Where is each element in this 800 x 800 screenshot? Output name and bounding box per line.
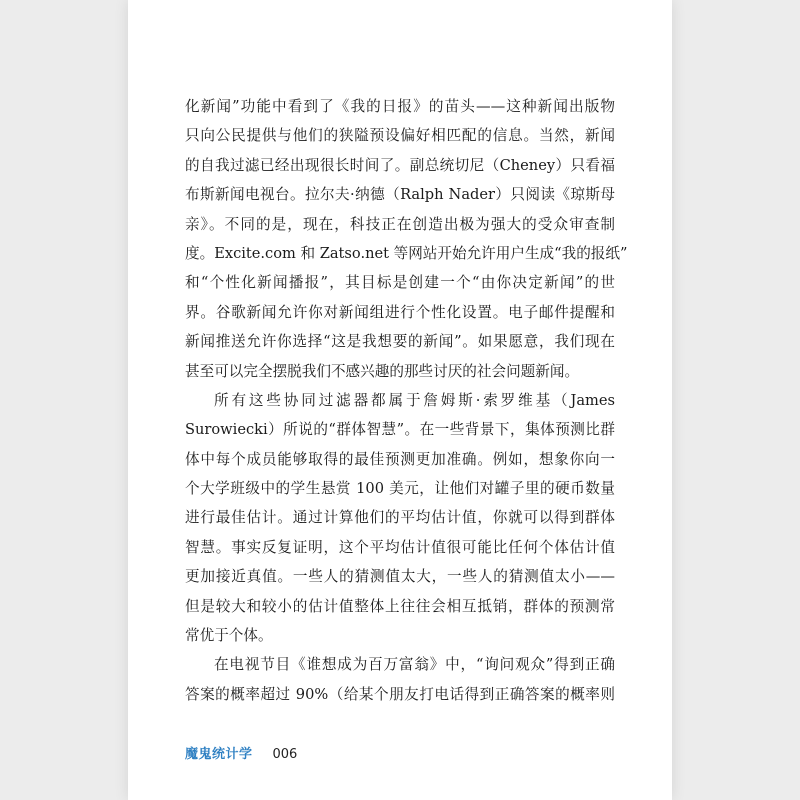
body-text <box>185 92 628 709</box>
text-line: 化新闻”功能中看到了《我的日报》的苗头——这种新闻出版物 <box>185 98 615 115</box>
text-line: 甚至可以完全摆脱我们不感兴趣的那些讨厌的社会问题新闻。 <box>185 362 580 380</box>
paragraph-first-line: 所有这些协同过滤器都属于詹姆斯·索罗维基（James <box>214 391 615 409</box>
text-line: 只向公民提供与他们的狭隘预设偏好相匹配的信息。当然，新闻 <box>185 127 615 145</box>
book-page <box>128 0 672 800</box>
text-line: 亲》。不同的是，现在，科技正在创造出极为强大的受众审查制 <box>185 215 615 233</box>
text-line: 度。Excite.com 和 Zatso.net 等网站开始允许用户生成“我的报纸” <box>185 244 628 262</box>
running-book-title: 魔鬼统计学 <box>185 747 253 762</box>
page-footer <box>185 744 297 764</box>
text-line: 答案的概率超过 90%（给某个朋友打电话得到正确答案的概率则 <box>185 685 615 703</box>
text-line: 界。谷歌新闻允许你对新闻组进行个性化设置。电子邮件提醒和 <box>185 303 615 321</box>
text-line: 个大学班级中的学生悬赏 100 美元，让他们对罐子里的硬币数量 <box>185 480 615 498</box>
text-line: 的自我过滤已经出现很长时间了。副总统切尼（Cheney）只看福 <box>185 156 615 174</box>
text-line: 和“个性化新闻播报”，其目标是创建一个“由你决定新闻”的世 <box>185 274 615 292</box>
page-number: 006 <box>272 747 298 762</box>
text-line: 布斯新闻电视台。拉尔夫·纳德（Ralph Nader）只阅读《琼斯母 <box>185 186 615 204</box>
text-line: 更加接近真值。一些人的猜测值太大，一些人的猜测值太小—— <box>185 568 615 586</box>
text-line: 新闻推送允许你选择“这是我想要的新闻”。如果愿意，我们现在 <box>185 333 615 351</box>
paragraph-first-line: 在电视节目《谁想成为百万富翁》中，“询问观众”得到正确 <box>214 656 615 674</box>
text-line: 常优于个体。 <box>185 627 273 645</box>
text-line: Surowiecki）所说的“群体智慧”。在一些背景下，集体预测比群 <box>185 421 615 439</box>
text-line: 进行最佳估计。通过计算他们的平均估计值，你就可以得到群体 <box>185 509 615 527</box>
text-line: 但是较大和较小的估计值整体上往往会相互抵销，群体的预测常 <box>185 597 615 615</box>
text-line: 智慧。事实反复证明，这个平均估计值很可能比任何个体估计值 <box>185 538 615 556</box>
text-line: 体中每个成员能够取得的最佳预测更加准确。例如，想象你向一 <box>185 450 615 468</box>
